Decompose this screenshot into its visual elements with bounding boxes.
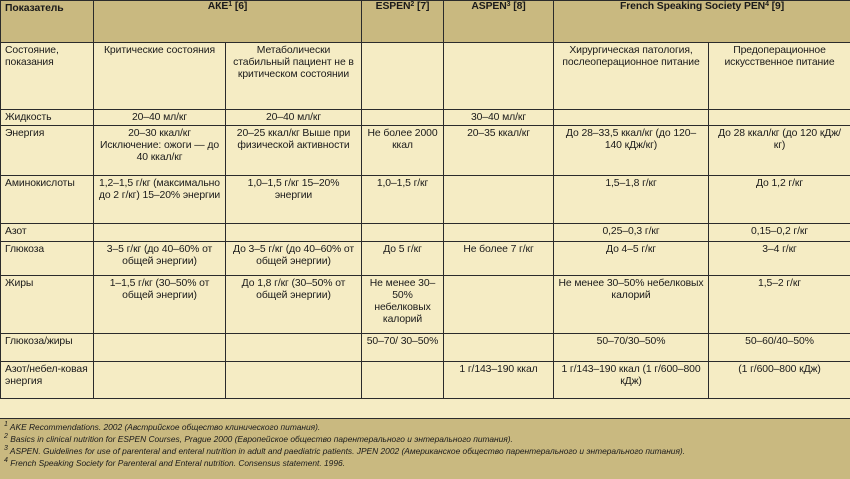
table-cell: Критические состояния	[94, 43, 226, 110]
table-cell: 1,5–1,8 г/кг	[554, 176, 709, 224]
table-cell: 1,2–1,5 г/кг (максимально до 2 г/кг) 15–20% энергии	[94, 176, 226, 224]
table-cell: 50–70/ 30–50%	[362, 334, 444, 362]
table-cell: 20–35 ккал/кг	[444, 126, 554, 176]
table-cell: Не более 2000 ккал	[362, 126, 444, 176]
table-cell: Не менее 30–50% небелковых калорий	[554, 276, 709, 334]
row-label: Жиры	[1, 276, 94, 334]
table-row	[1, 334, 850, 362]
table-cell: 1,0–1,5 г/кг 15–20% энергии	[226, 176, 362, 224]
row-label: Жидкость	[1, 110, 94, 126]
table-cell	[444, 276, 554, 334]
footnote: $^3$ ASPEN. Guidelines for use of parenteral and enteral nutrition in adult and paediatric patients. JPEN 2002 (Американское общество парентерального и энтерального питания).	[4, 445, 686, 456]
table-row	[1, 276, 850, 334]
table-cell: 1 г/143–190 ккал	[444, 362, 554, 399]
table-cell: Предоперационное искусственное питание	[709, 43, 850, 110]
table-cell: (1 г/600–800 кДж)	[709, 362, 850, 399]
table-cell: 1,5–2 г/кг	[709, 276, 850, 334]
table-cell	[226, 334, 362, 362]
table-cell: До 28 ккал/кг (до 120 кДж/кг)	[709, 126, 850, 176]
table-cell: Не более 7 г/кг	[444, 242, 554, 276]
table-cell	[362, 43, 444, 110]
table-row	[1, 176, 850, 224]
table-cell: 3–4 г/кг	[709, 242, 850, 276]
footnotes	[0, 418, 850, 479]
table-row	[1, 126, 850, 176]
table-cell: 0,25–0,3 г/кг	[554, 224, 709, 242]
table-cell: 50–70/30–50%	[554, 334, 709, 362]
table-cell: 20–25 ккал/кг Выше при физической активности	[226, 126, 362, 176]
row-label: Энергия	[1, 126, 94, 176]
footnote: $^1$ AKE Recommendations. 2002 (Австрийское общество клинического питания).	[4, 421, 321, 432]
row-label: Аминокислоты	[1, 176, 94, 224]
table-cell: 50–60/40–50%	[709, 334, 850, 362]
footnote: $^4$ French Speaking Society for Parenteral and Enteral nutrition. Consensus statement. 1996.	[4, 457, 345, 468]
row-label: Глюкоза/жиры	[1, 334, 94, 362]
row-label: Глюкоза	[1, 242, 94, 276]
table-row	[1, 362, 850, 399]
table-cell: До 1,2 г/кг	[709, 176, 850, 224]
table-row	[1, 43, 850, 110]
header-aspen: ASPEN$^3$ [8]	[444, 1, 554, 43]
table-cell: Метаболически стабильный пациент не в критическом состоянии	[226, 43, 362, 110]
table-cell: 20–40 мл/кг	[94, 110, 226, 126]
table-cell: 20–40 мл/кг	[226, 110, 362, 126]
table-cell	[94, 224, 226, 242]
row-label: Азот/небел-ковая энергия	[1, 362, 94, 399]
header-ake: АКЕ$^1$ [6]	[94, 1, 362, 43]
header-french-society: French Speaking Society PEN$^4$ [9]	[554, 1, 850, 43]
table-cell: 3–5 г/кг (до 40–60% от общей энергии)	[94, 242, 226, 276]
table-cell: Не менее 30–50% небелковых калорий	[362, 276, 444, 334]
table-cell	[362, 362, 444, 399]
table-cell: До 4–5 г/кг	[554, 242, 709, 276]
table-cell	[94, 334, 226, 362]
table-cell: 20–30 ккал/кг Исключение: ожоги — до 40 ккал/кг	[94, 126, 226, 176]
table-cell	[444, 334, 554, 362]
table-cell: 0,15–0,2 г/кг	[709, 224, 850, 242]
table-cell: До 3–5 г/кг (до 40–60% от общей энергии)	[226, 242, 362, 276]
table-row	[1, 224, 850, 242]
footnote: $^2$ Basics in clinical nutrition for ESPEN Courses, Prague 2000 (Европейское общество парентерального и энтерального питания).	[4, 433, 513, 444]
table-row	[1, 110, 850, 126]
table-cell	[444, 224, 554, 242]
table-cell: 30–40 мл/кг	[444, 110, 554, 126]
table-cell	[444, 176, 554, 224]
table-cell	[362, 110, 444, 126]
table-cell	[226, 362, 362, 399]
table-cell	[554, 110, 709, 126]
table-row	[1, 242, 850, 276]
table-cell: До 1,8 г/кг (30–50% от общей энергии)	[226, 276, 362, 334]
table-cell	[709, 110, 850, 126]
table-cell	[444, 43, 554, 110]
row-label: Азот	[1, 224, 94, 242]
header-espen: ESPEN$^2$ [7]	[362, 1, 444, 43]
table-cell	[94, 362, 226, 399]
table-cell: 1 г/143–190 ккал (1 г/600–800 кДж)	[554, 362, 709, 399]
table-cell	[226, 224, 362, 242]
table-cell: 1–1,5 г/кг (30–50% от общей энергии)	[94, 276, 226, 334]
table-cell: До 28–33,5 ккал/кг (до 120–140 кДж/кг)	[554, 126, 709, 176]
row-label: Состояние, показания	[1, 43, 94, 110]
table-cell: Хирургическая патология, послеоперационное питание	[554, 43, 709, 110]
header-indicator: Показатель	[1, 1, 94, 43]
table-header-row	[1, 1, 850, 43]
table-cell	[362, 224, 444, 242]
table-cell: До 5 г/кг	[362, 242, 444, 276]
table-cell: 1,0–1,5 г/кг	[362, 176, 444, 224]
